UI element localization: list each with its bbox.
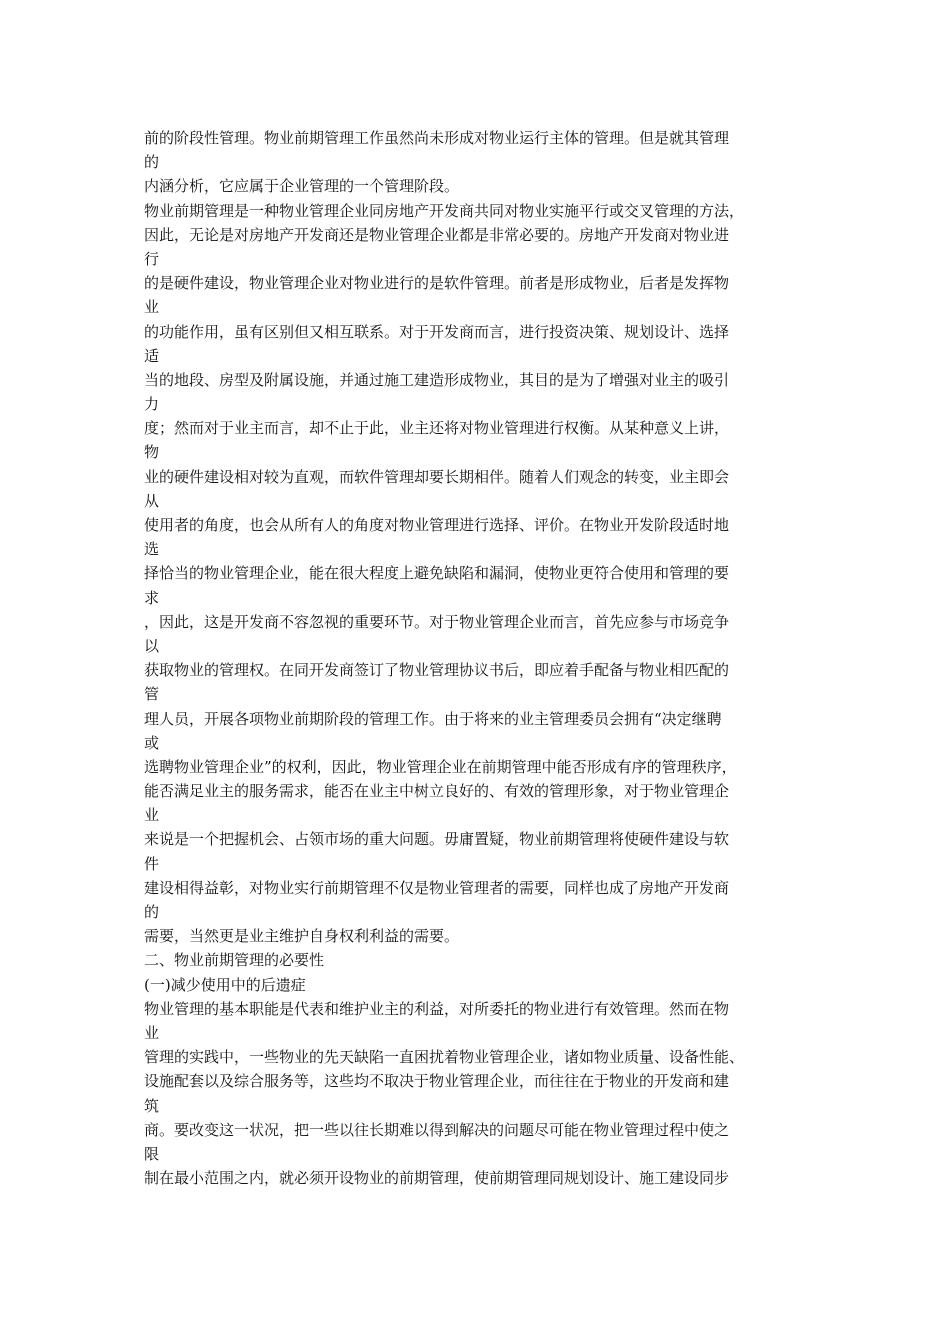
text-line: 内涵分析，它应属于企业管理的一个管理阶段。	[144, 177, 460, 196]
text-line: 业	[144, 298, 160, 317]
text-line: 限	[144, 1144, 160, 1163]
text-line: 来说是一个把握机会、占领市场的重大问题。毋庸置疑，物业前期管理将使硬件建设与软	[144, 830, 730, 849]
text-line: 管	[144, 685, 160, 704]
text-line: 需要，当然更是业主维护自身权利利益的需要。	[144, 927, 460, 946]
text-line: 商。要改变这一状况，把一些以往长期难以得到解决的问题尽可能在物业管理过程中使之	[144, 1120, 730, 1139]
text-line: 的	[144, 903, 160, 921]
text-line: 或	[144, 733, 160, 752]
text-line: 的是硬件建设，物业管理企业对物业进行的是软件管理。前者是形成物业，后者是发挥物	[144, 274, 730, 293]
text-line: 的	[144, 153, 160, 172]
section-heading: 二、物业前期管理的必要性	[144, 951, 325, 970]
text-line: 设施配套以及综合服务等，这些均不取决于物业管理企业，而往往在于物业的开发商和建	[144, 1072, 730, 1091]
text-line: 力	[144, 395, 160, 414]
text-line: 物业前期管理是一种物业管理企业同房地产开发商共同对物业实施平行或交叉管理的方法，	[144, 201, 745, 220]
text-line: 选	[144, 540, 160, 559]
text-line: 获取物业的管理权。在同开发商签订了物业管理协议书后，即应着手配备与物业相匹配的	[144, 661, 730, 680]
subsection-heading: (一)减少使用中的后遗症	[144, 975, 306, 994]
text-line: 因此，无论是对房地产开发商还是物业管理企业都是非常必要的。房地产开发商对物业进	[144, 225, 730, 244]
text-line: 物业管理的基本职能是代表和维护业主的利益，对所委托的物业进行有效管理。然而在物	[144, 999, 730, 1018]
text-line: 前的阶段性管理。物业前期管理工作虽然尚未形成对物业运行主体的管理。但是就其管理	[144, 129, 730, 147]
document-body	[144, 126, 810, 1190]
text-line: 当的地段、房型及附属设施，并通过施工建造形成物业，其目的是为了增强对业主的吸引	[144, 370, 730, 389]
text-line: 使用者的角度，也会从所有人的角度对物业管理进行选择、评价。在物业开发阶段适时地	[144, 516, 730, 534]
text-line: ，因此，这是开发商不容忽视的重要环节。对于物业管理企业而言，首先应参与市场竞争	[144, 612, 730, 631]
text-line: 能否满足业主的服务需求，能否在业主中树立良好的、有效的管理形象，对于物业管理企	[144, 782, 730, 801]
text-line: 制在最小范围之内，就必须开设物业的前期管理，使前期管理同规划设计、施工建设同步	[144, 1169, 730, 1188]
text-line: 理人员，开展各项物业前期阶段的管理工作。由于将来的业主管理委员会拥有“决定继聘	[144, 709, 722, 728]
text-line: 建设相得益彰，对物业实行前期管理不仅是物业管理者的需要，同样也成了房地产开发商	[144, 878, 730, 897]
text-line: 行	[144, 249, 160, 268]
text-line: 选聘物业管理企业”的权利，因此，物业管理企业在前期管理中能否形成有序的管理秩序，	[144, 757, 737, 776]
text-line: 适	[144, 346, 160, 365]
text-line: 管理的实践中，一些物业的先天缺陷一直困扰着物业管理企业，诸如物业质量、设备性能、	[144, 1048, 745, 1067]
text-line: 业的硬件建设相对较为直观，而软件管理却要长期相伴。随着人们观念的转变，业主即会	[144, 467, 730, 486]
text-line: 度；然而对于业主而言，却不止于此，业主还将对物业管理进行权衡。从某种意义上讲，	[144, 419, 730, 438]
text-line: 的功能作用，虽有区别但又相互联系。对于开发商而言，进行投资决策、规划设计、选择	[144, 322, 730, 341]
text-line: 件	[144, 854, 160, 873]
text-line: 筑	[144, 1096, 160, 1115]
text-line: 业	[144, 1023, 160, 1042]
text-line: 业	[144, 806, 160, 825]
text-line: 以	[144, 636, 160, 655]
text-line: 物	[144, 443, 160, 462]
text-line: 求	[144, 588, 160, 607]
text-line: 从	[144, 491, 160, 510]
text-line: 择恰当的物业管理企业，能在很大程度上避免缺陷和漏洞，使物业更符合使用和管理的要	[144, 564, 730, 583]
